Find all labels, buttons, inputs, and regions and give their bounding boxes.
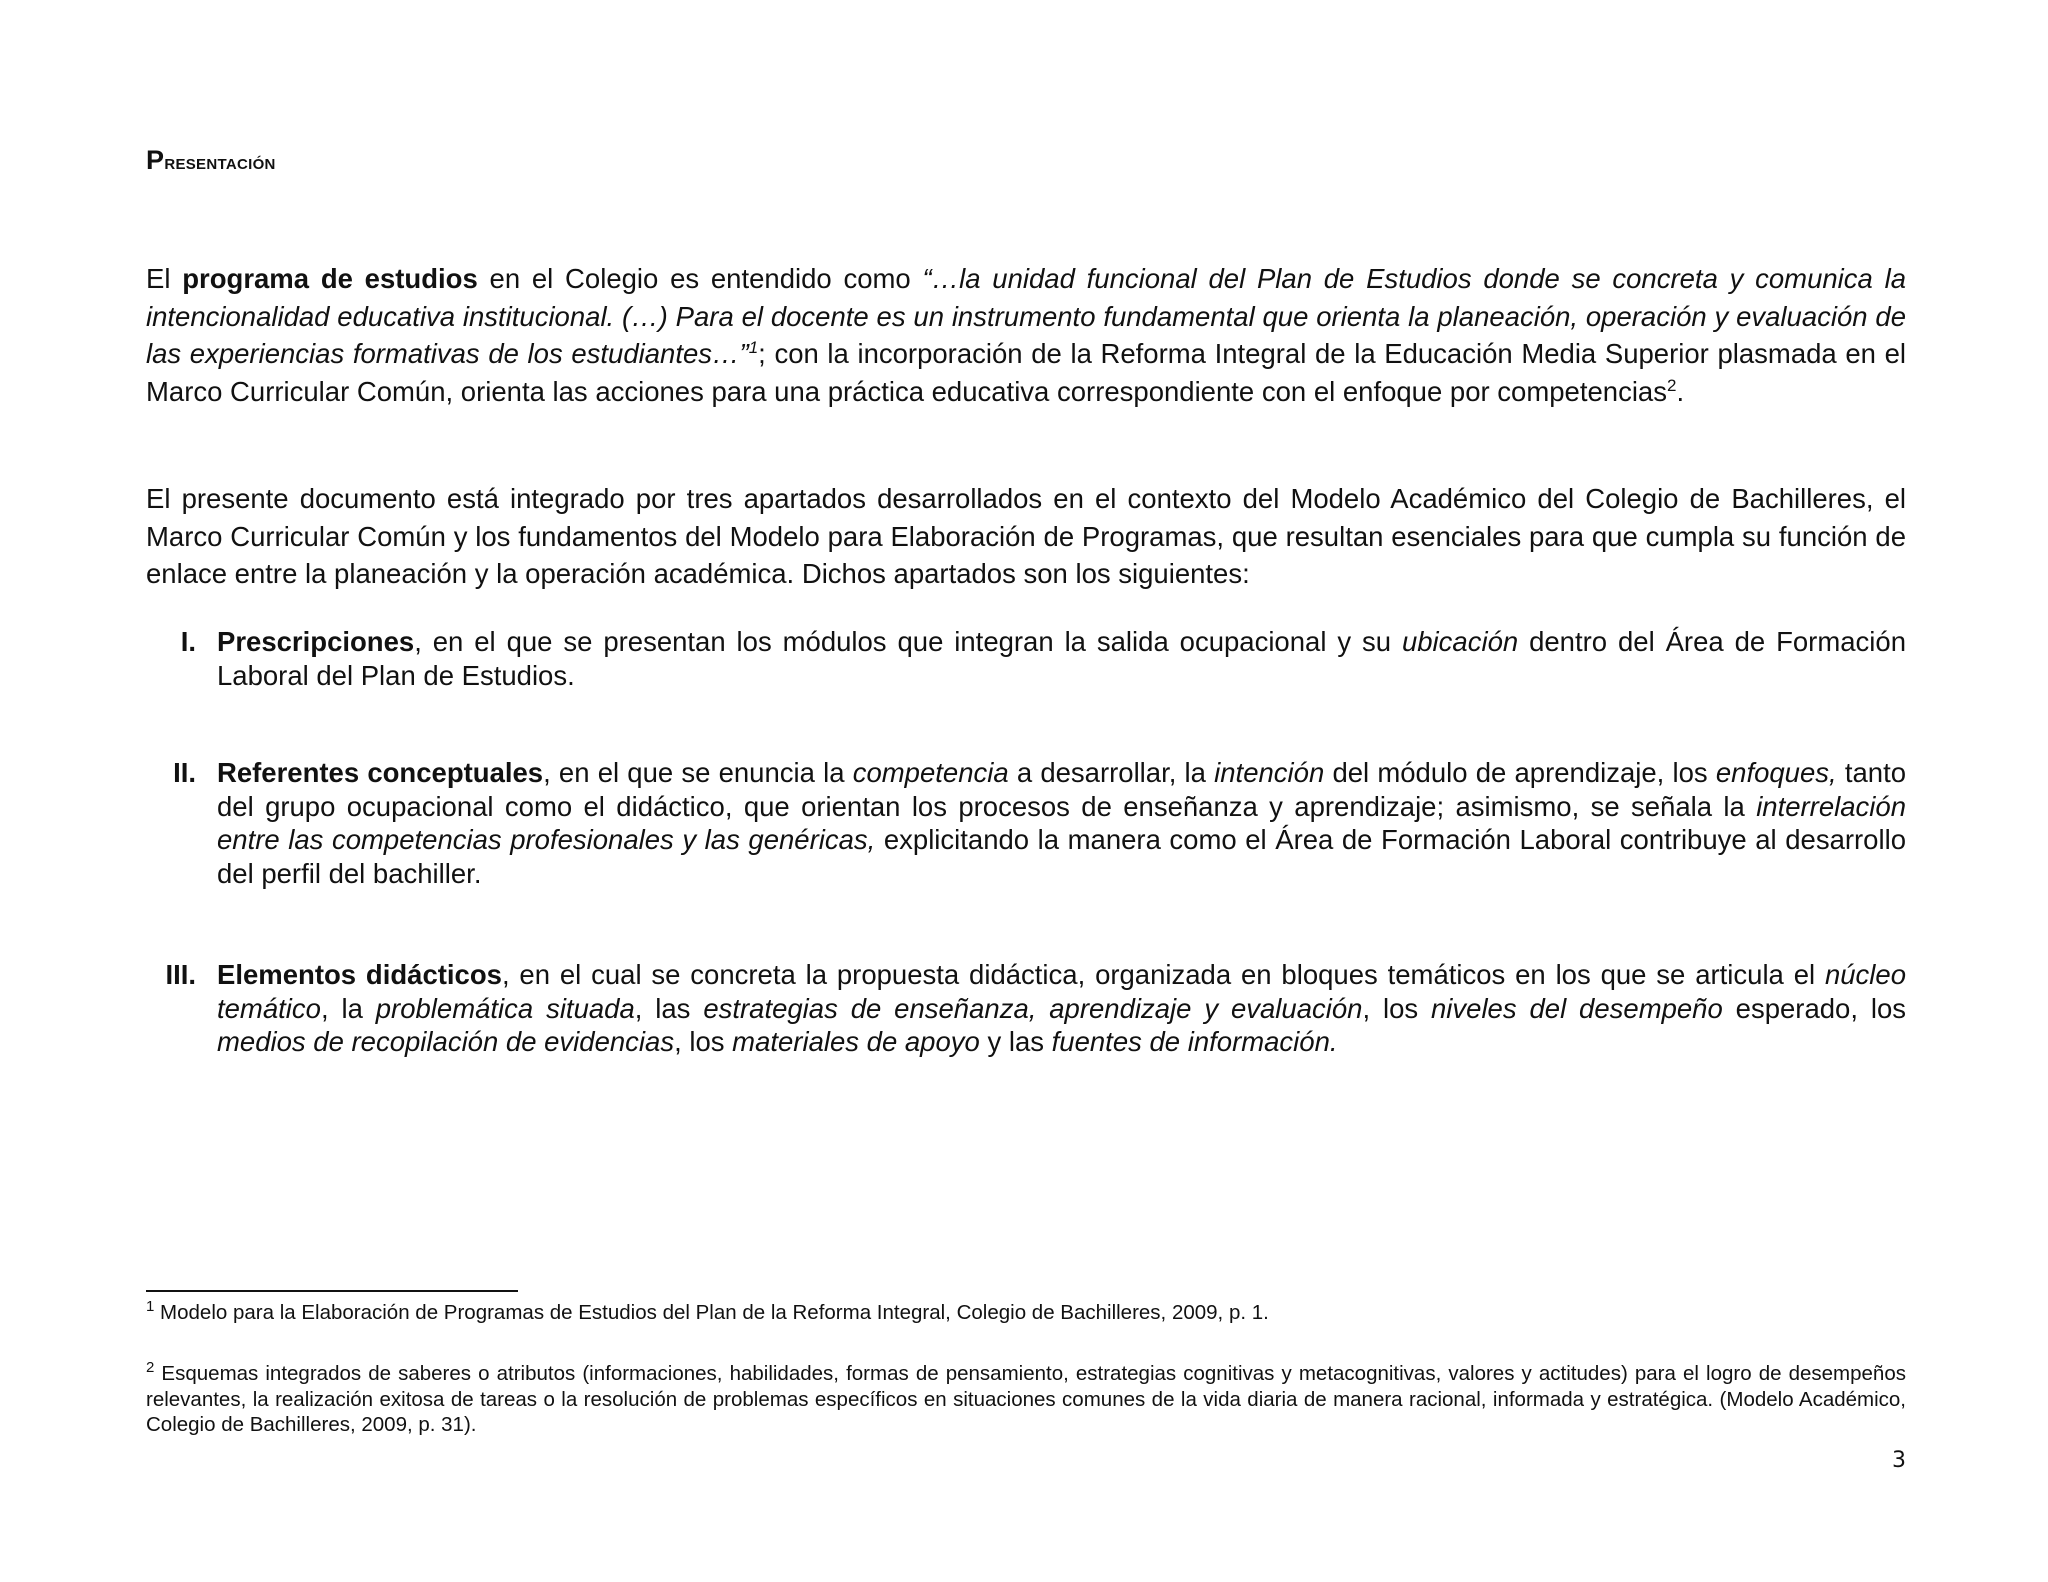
quotation-italic: “…la unidad funcional del Plan de Estudios donde se concreta y comunica la intencionalidad educativa institucional. (…) Para el docente es un instrumento fundamental que orienta la planeación, operación y evaluación de las experiencias formativas de los estudiantes…” (146, 263, 1906, 369)
footnote-1 (146, 1300, 1906, 1326)
structure-paragraph: El presente documento está integrado por tres apartados desarrollados en el contexto del Modelo Académico del Colegio de Bachilleres, el Marco Curricular Común y los fundamentos del Modelo para Elaboración de Programas, que resultan esenciales para que cumpla su función de enlace entre la planeación y la operación académica. Dichos apartados son los siguientes: (146, 483, 1906, 589)
text-run: , la (320, 992, 376, 1024)
text-run: explicitando la manera como el Área de Formación Laboral contribuye al desarrollo del perfil del bachiller. (217, 824, 1906, 889)
text-run: El (146, 263, 183, 294)
list-item-number: I. (180, 626, 196, 657)
text-run: , las (634, 992, 704, 1024)
emphasis-bold: Prescripciones (217, 626, 415, 657)
emphasis-italic: medios de recopilación de evidencias (217, 1026, 675, 1057)
emphasis-italic: núcleo temático (217, 959, 1906, 1024)
text-run: , en el que se enuncia la (543, 757, 853, 788)
emphasis-bold: Elementos didácticos (217, 959, 502, 990)
footnote-mark: 1 (146, 1298, 155, 1316)
text-run: . (1676, 375, 1685, 407)
text-run: , los (674, 1026, 733, 1057)
footnote-separator (146, 1290, 518, 1292)
text-run: dentro del Área de Formación Laboral del Plan de Estudios. (217, 626, 1906, 691)
footnote-mark: 2 (146, 1359, 155, 1377)
footnote-text: Esquemas integrados de saberes o atributos (informaciones, habilidades, formas de pensamiento, estrategias cognitivas y metacognitivas, valores y actitudes) para el logro de desempeños relevantes, la realización exitosa de tareas o la resolución de problemas específicos en situaciones comunes de la vida diaria de manera racional, informada y estratégica. (Modelo Académico, Colegio de Bachilleres, 2009, p. 31). (146, 1362, 1906, 1436)
text-run: ; con la incorporación de la Reforma Integral de la Educación Media Superior plasmada en el Marco Curricular Común, orienta las acciones para una práctica educativa correspondiente con el enfoque por competencias (146, 338, 1906, 407)
emphasis-italic: materiales de apoyo (732, 1026, 980, 1057)
emphasis-italic: competencia (852, 757, 1009, 788)
emphasis-italic: intención (1214, 757, 1325, 788)
emphasis-italic: interrelación entre las competencias profesionales y las genéricas, (217, 790, 1906, 855)
list-item-number: II. (173, 757, 196, 788)
emphasis-italic: problemática situada (375, 992, 635, 1024)
section-heading (146, 145, 276, 176)
heading-rest: resentación (164, 149, 276, 174)
emphasis-italic: niveles del desempeño (1431, 992, 1723, 1024)
intro-paragraph (146, 260, 1906, 410)
emphasis-italic: ubicación (1401, 626, 1519, 657)
list-item-number: III. (165, 959, 196, 990)
text-run: tanto del grupo ocupacional como el didáctico, que orientan los procesos de enseñanza y aprendizaje; asimismo, se señala la (217, 757, 1907, 822)
text-run: y las (979, 1026, 1052, 1057)
heading-first-letter: P (146, 145, 165, 175)
emphasis-bold: programa de estudios (182, 263, 478, 294)
page-number: 3 (1892, 1448, 1906, 1473)
footnote-ref-2[interactable]: 2 (1666, 375, 1677, 395)
list-item-text (217, 958, 1906, 1059)
text-run: esperado, los (1722, 992, 1907, 1024)
footnote-ref-1[interactable]: 1 (748, 337, 759, 357)
text-run: en el Colegio es entendido como (477, 263, 923, 294)
list-item-text (217, 625, 1906, 692)
emphasis-italic: estrategias de enseñanza, aprendizaje y evaluación (703, 992, 1363, 1024)
text-run: , en el que se presentan los módulos que integran la salida ocupacional y su (414, 626, 1402, 657)
text-run: , los (1362, 992, 1431, 1024)
emphasis-bold: Referentes conceptuales (217, 757, 544, 788)
emphasis-italic: enfoques, (1715, 757, 1837, 788)
text-run: a desarrollar, la (1008, 757, 1215, 788)
emphasis-italic: fuentes de información. (1051, 1026, 1338, 1057)
list-item-text (217, 756, 1906, 890)
text-run: , en el cual se concreta la propuesta didáctica, organizada en bloques temáticos en los que se articula el (501, 959, 1825, 990)
footnote-text: Modelo para la Elaboración de Programas de Estudios del Plan de la Reforma Integral, Colegio de Bachilleres, 2009, p. 1. (154, 1301, 1269, 1324)
footnote-2 (146, 1361, 1906, 1438)
text-run: del módulo de aprendizaje, los (1324, 757, 1716, 788)
